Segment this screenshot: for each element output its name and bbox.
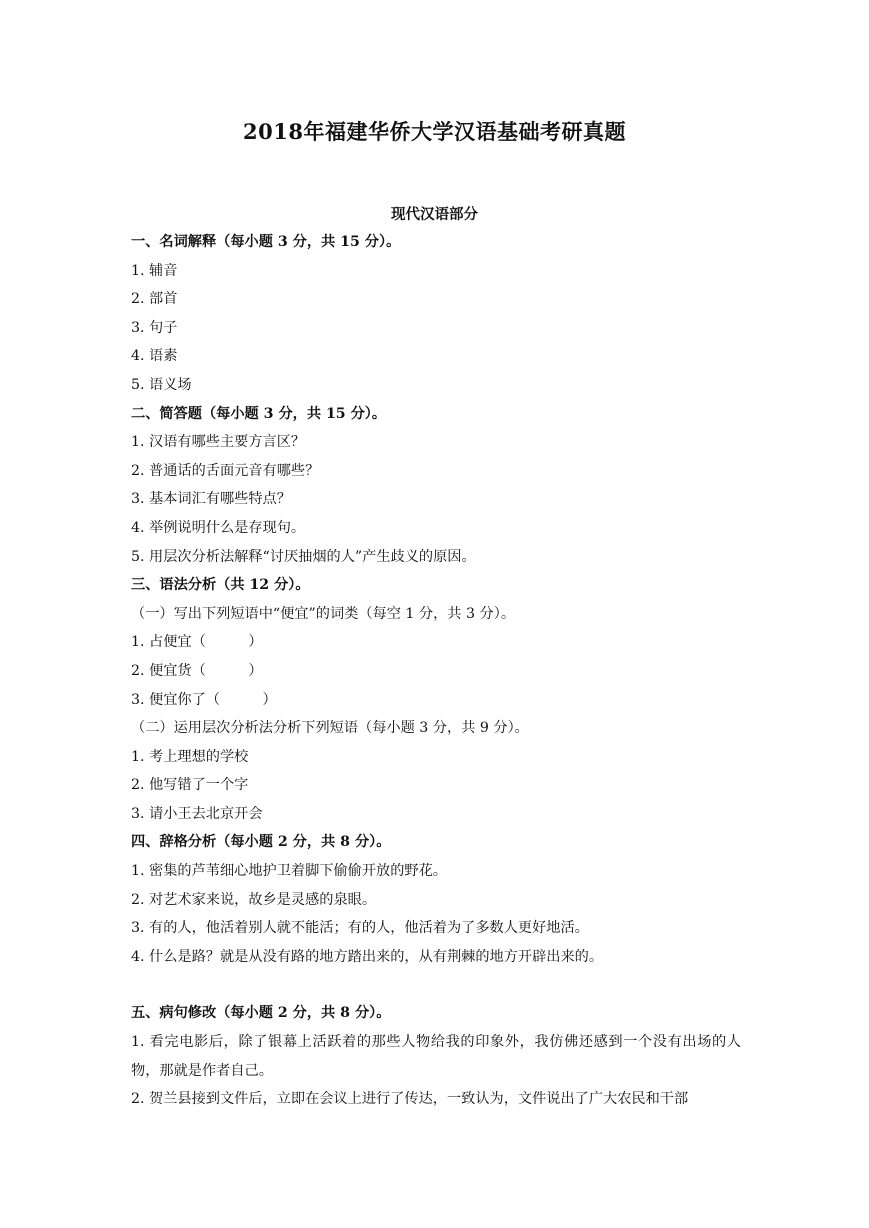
- list-item: 5. 语义场: [131, 376, 192, 393]
- document-body: [131, 228, 741, 1114]
- list-item: 2. 普通话的舌面元音有哪些？: [131, 462, 320, 479]
- list-item: 2. 便宜货（ ）: [131, 662, 263, 679]
- section-heading: 四、辞格分析（每小题 2 分，共 8 分）。: [131, 834, 391, 851]
- document-title: 2018年福建华侨大学汉语基础考研真题: [243, 119, 626, 144]
- list-item: 3. 便宜你了（ ）: [131, 691, 277, 708]
- list-item: 3. 有的人，他活着别人就不能活；有的人，他活着为了多数人更好地活。: [131, 920, 589, 937]
- list-item: 5. 用层次分析法解释“讨厌抽烟的人”产生歧义的原因。: [131, 548, 476, 565]
- list-item: 3. 请小王去北京开会: [131, 805, 263, 822]
- section-heading: 五、病句修改（每小题 2 分，共 8 分）。: [131, 1005, 391, 1022]
- list-item: 2. 部首: [131, 291, 178, 308]
- list-item: 1. 考上理想的学校: [131, 748, 249, 765]
- section-heading: 三、语法分析（共 12 分）。: [131, 577, 310, 594]
- list-item: 4. 举例说明什么是存现句。: [131, 519, 306, 536]
- list-item: 2. 他写错了一个字: [131, 777, 249, 794]
- list-item: 1. 占便宜（ ）: [131, 634, 263, 651]
- section-heading: 二、简答题（每小题 3 分，共 15 分）。: [131, 405, 387, 422]
- list-item: 3. 句子: [131, 319, 178, 336]
- list-item: 4. 语素: [131, 348, 178, 365]
- list-item: 3. 基本词汇有哪些特点？: [131, 491, 291, 508]
- section-heading: 一、名词解释（每小题 3 分，共 15 分）。: [131, 234, 401, 250]
- list-item: 2. 对艺术家来说，故乡是灵感的泉眼。: [131, 891, 377, 908]
- subsection-heading: （二）运用层次分析法分析下列短语（每小题 3 分，共 9 分）。: [131, 720, 529, 737]
- list-item: 1. 密集的芦苇细心地护卫着脚下偷偷开放的野花。: [131, 863, 447, 880]
- spacer: [131, 971, 741, 999]
- list-item: 2. 贺兰县接到文件后，立即在会议上进行了传达，一致认为，文件说出了广大农民和干部: [131, 1091, 689, 1108]
- part-title: 现代汉语部分: [391, 206, 478, 223]
- list-item: 1. 看完电影后，除了银幕上活跃着的那些人物给我的印象外，我仿佛还感到一个没有出场的人物，那就是作者自己。: [131, 1034, 741, 1079]
- list-item: 1. 汉语有哪些主要方言区？: [131, 434, 306, 451]
- subsection-heading: （一）写出下列短语中“便宜”的词类（每空 1 分，共 3 分）。: [131, 605, 516, 622]
- list-item: 1. 辅音: [131, 262, 178, 279]
- list-item: 4. 什么是路？就是从没有路的地方踏出来的，从有荆棘的地方开辟出来的。: [131, 948, 604, 965]
